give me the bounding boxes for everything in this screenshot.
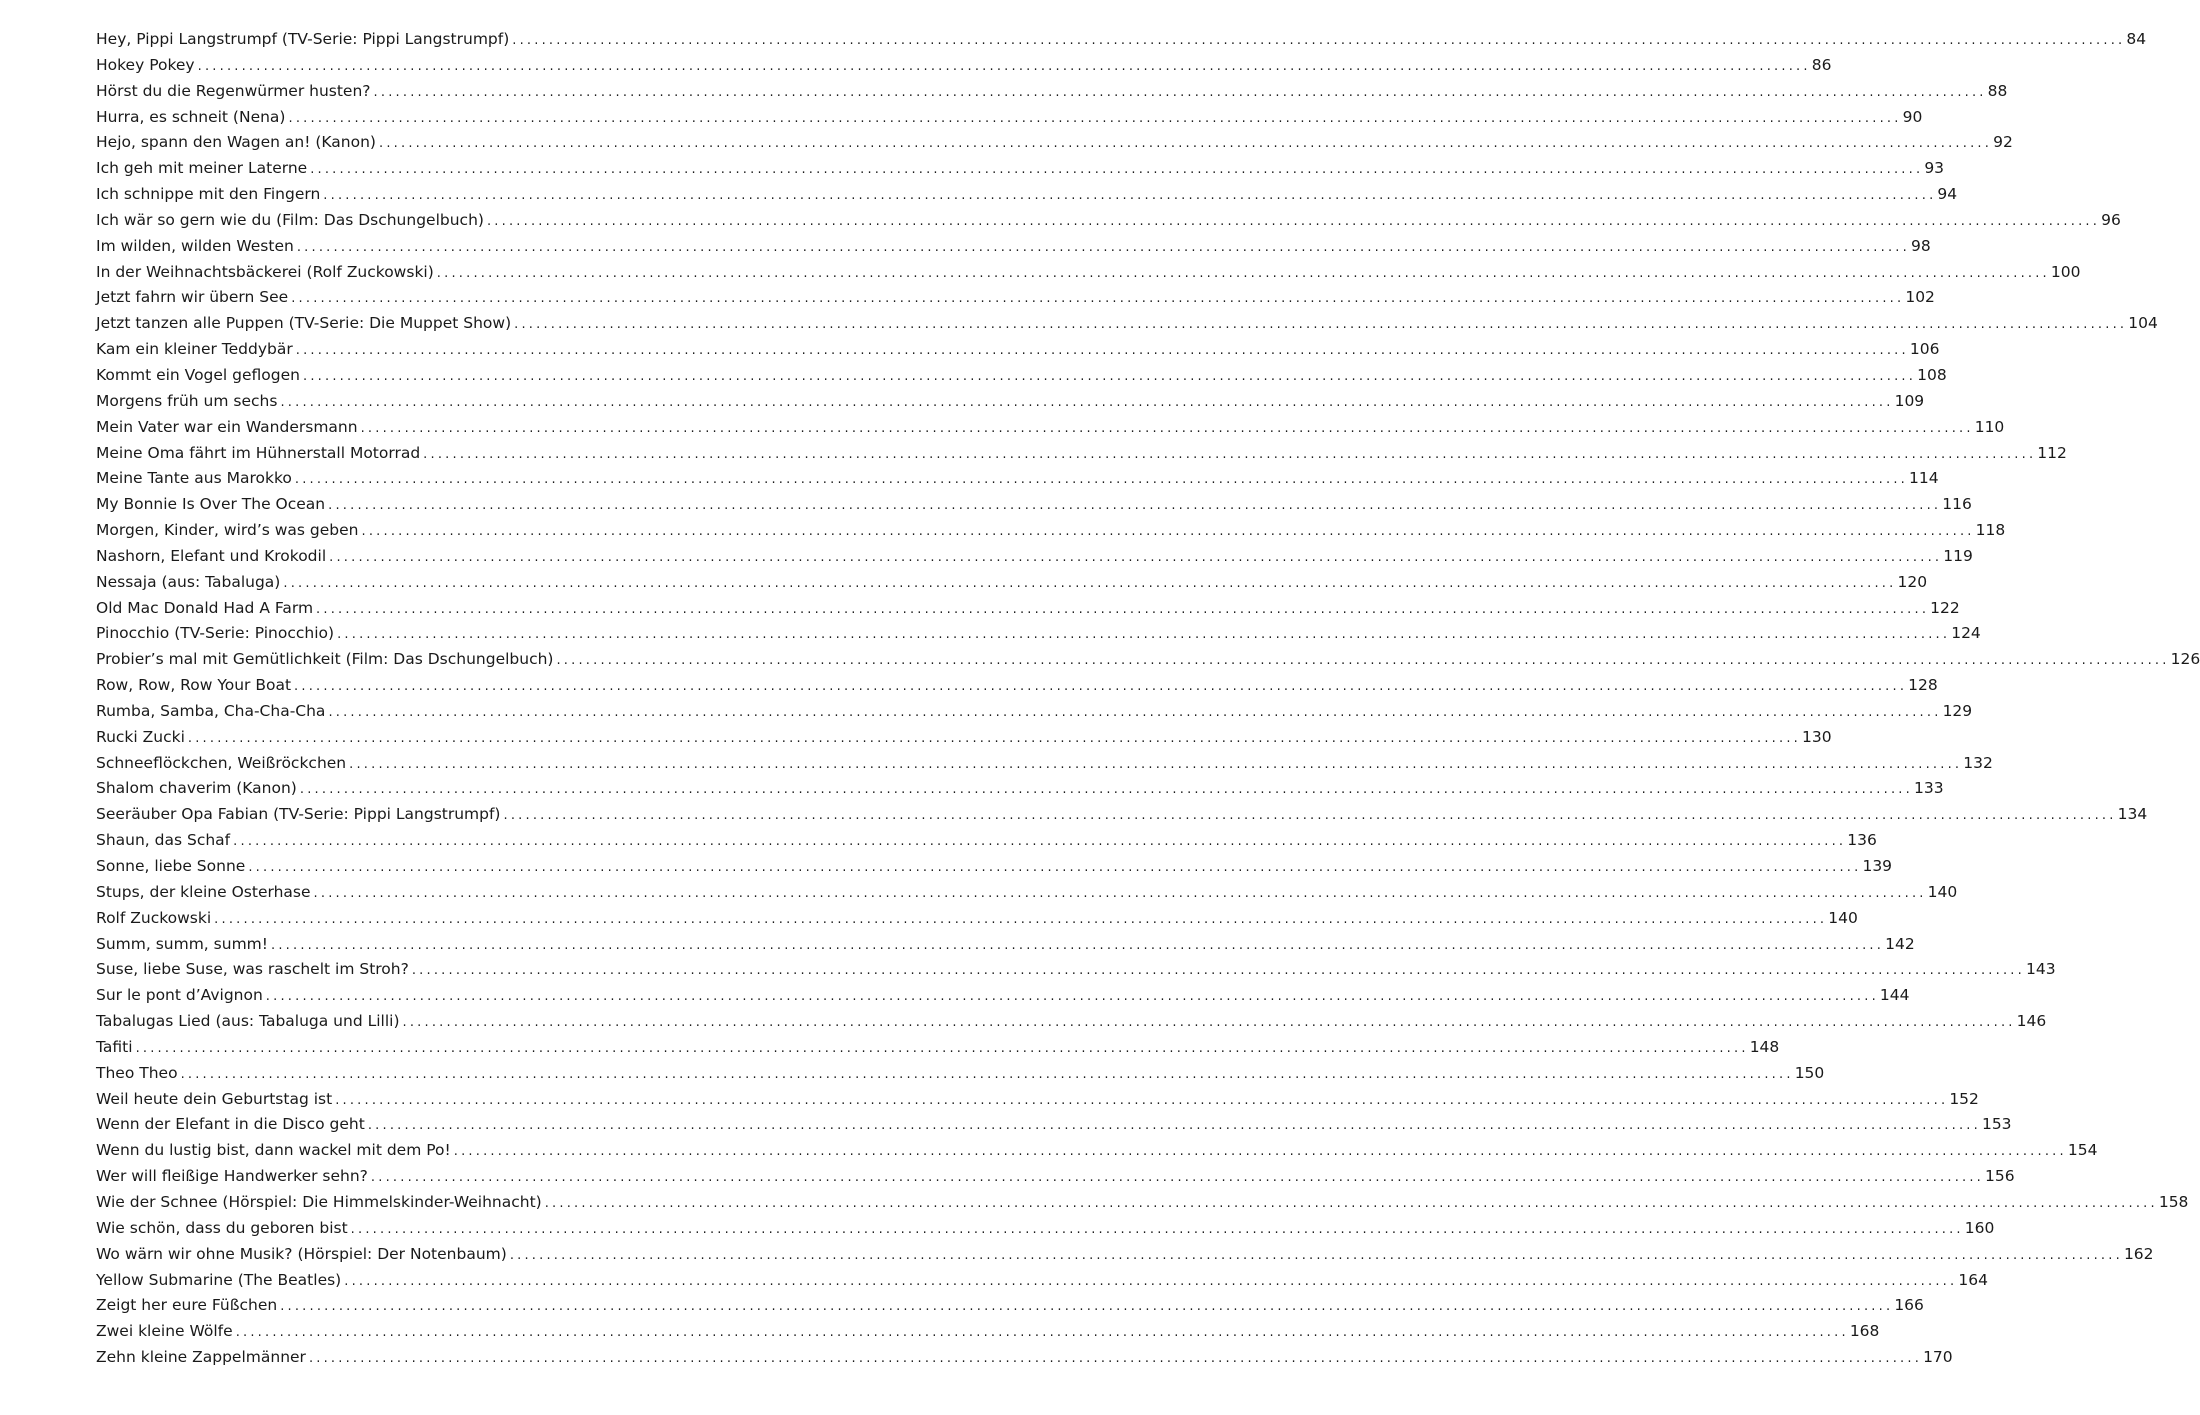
toc-entry-title: Row, Row, Row Your Boat [96, 676, 292, 695]
toc-entry[interactable] [96, 236, 1931, 263]
toc-dot-leader: ............................................................................................................................................................................................................................ [313, 885, 1927, 901]
toc-entry-title: Ich wär so gern wie du (Film: Das Dschungelbuch) [96, 210, 484, 229]
toc-entry-page-number: 98 [1910, 236, 1931, 255]
toc-dot-leader: ............................................................................................................................................................................................................................ [294, 679, 1908, 695]
toc-entry[interactable] [96, 210, 2121, 237]
toc-entry[interactable] [96, 598, 1960, 625]
toc-entry-title: Jetzt fahrn wir übern See [96, 288, 289, 307]
toc-entry[interactable] [96, 30, 2147, 56]
toc-dot-leader: ............................................................................................................................................................................................................................ [180, 1066, 1794, 1082]
toc-dot-leader: ............................................................................................................................................................................................................................ [288, 110, 1902, 126]
toc-entry-page-number: 84 [2126, 30, 2147, 48]
toc-entry-page-number: 154 [2067, 1141, 2098, 1160]
toc-dot-leader: ............................................................................................................................................................................................................................ [328, 704, 1942, 720]
toc-entry-page-number: 130 [1802, 727, 1832, 746]
toc-entry-page-number: 86 [1811, 55, 1832, 74]
toc-entry-title: Nessaja (aus: Tabaluga) [96, 572, 281, 591]
toc-entry-page-number: 102 [1905, 288, 1935, 307]
toc-dot-leader: ............................................................................................................................................................................................................................ [514, 317, 2128, 333]
toc-dot-leader: ............................................................................................................................................................................................................................ [323, 188, 1937, 204]
toc-entry-page-number: 134 [2117, 805, 2148, 824]
toc-dot-leader: ............................................................................................................................................................................................................................ [344, 1273, 1958, 1289]
toc-entry[interactable] [96, 1348, 1953, 1374]
toc-entry-title: Tabalugas Lied (aus: Tabaluga und Lilli) [96, 1012, 400, 1031]
toc-entry-title: Sonne, liebe Sonne [96, 857, 246, 875]
toc-entry[interactable] [96, 1063, 1825, 1090]
toc-entry-title: Ich schnippe mit den Fingern [96, 185, 321, 204]
toc-dot-leader: ............................................................................................................................................................................................................................ [296, 239, 1910, 255]
toc-entry-page-number: 156 [1985, 1167, 2015, 1186]
toc-entry[interactable] [96, 262, 2081, 289]
toc-entry-title: Hokey Pokey [96, 55, 195, 74]
toc-entry[interactable] [96, 1012, 2047, 1038]
toc-entry-title: Yellow Submarine (The Beatles) [96, 1270, 342, 1289]
toc-dot-leader: ............................................................................................................................................................................................................................ [486, 213, 2101, 229]
toc-dot-leader: ............................................................................................................................................................................................................................ [453, 1144, 2067, 1160]
toc-entry-title: Rucki Zucki [96, 727, 185, 746]
toc-dot-leader: ............................................................................................................................................................................................................................ [265, 989, 1879, 1005]
toc-dot-leader: ............................................................................................................................................................................................................................ [328, 498, 1942, 514]
toc-entry[interactable] [96, 1141, 2098, 1167]
toc-entry-title: Pinocchio (TV-Serie: Pinocchio) [96, 624, 335, 643]
toc-entry-title: Probier’s mal mit Gemütlichkeit (Film: Das Dschungelbuch) [96, 650, 554, 669]
toc-dot-leader: ............................................................................................................................................................................................................................ [436, 265, 2050, 281]
toc-entry-title: Nashorn, Elefant und Krokodil [96, 546, 327, 565]
toc-entry[interactable] [96, 159, 1945, 185]
toc-entry[interactable] [96, 185, 1958, 211]
toc-entry[interactable] [96, 107, 1923, 134]
toc-entry-title: Ich geh mit meiner Laterne [96, 159, 308, 178]
toc-entry-title: Meine Tante aus Marokko [96, 469, 292, 488]
toc-entry[interactable] [96, 314, 2158, 340]
toc-entry-page-number: 168 [1849, 1322, 1880, 1341]
toc-entry-title: Im wilden, wilden Westen [96, 236, 294, 255]
toc-entry-title: Wenn der Elefant in die Disco geht [96, 1115, 365, 1134]
toc-dot-leader: ............................................................................................................................................................................................................................ [329, 549, 1943, 565]
toc-dot-leader: ............................................................................................................................................................................................................................ [503, 808, 2117, 824]
toc-entry[interactable] [96, 908, 1858, 935]
toc-entry-page-number: 110 [1974, 417, 2005, 436]
toc-entry-title: Tafiti [96, 1037, 133, 1056]
toc-entry[interactable] [96, 495, 1972, 521]
toc-dot-leader: ............................................................................................................................................................................................................................ [235, 1325, 1849, 1341]
toc-entry[interactable] [96, 1192, 2189, 1219]
toc-dot-leader: ............................................................................................................................................................................................................................ [316, 601, 1930, 617]
toc-entry-title: Summ, summ, summ! [96, 934, 268, 953]
toc-entry-page-number: 144 [1879, 986, 1910, 1005]
toc-entry[interactable] [96, 753, 1993, 780]
toc-dot-leader: ............................................................................................................................................................................................................................ [214, 911, 1828, 927]
toc-dot-leader: ............................................................................................................................................................................................................................ [280, 394, 1894, 410]
toc-entry[interactable] [96, 288, 1935, 314]
toc-dot-leader: ............................................................................................................................................................................................................................ [299, 782, 1913, 798]
toc-entry[interactable] [96, 727, 1832, 754]
toc-entry-title: Zeigt her eure Füßchen [96, 1296, 278, 1315]
toc-entry-page-number: 114 [1909, 469, 1939, 488]
toc-entry-page-number: 128 [1908, 676, 1938, 695]
toc-dot-leader: ............................................................................................................................................................................................................................ [350, 1221, 1964, 1237]
toc-dot-leader: ............................................................................................................................................................................................................................ [233, 834, 1847, 850]
toc-entry-page-number: 119 [1943, 546, 1973, 565]
toc-entry[interactable] [96, 365, 1947, 392]
toc-entry-title: My Bonnie Is Over The Ocean [96, 495, 326, 514]
toc-entry-page-number: 143 [2025, 960, 2056, 979]
toc-entry[interactable] [96, 1037, 1780, 1064]
toc-dot-leader: ............................................................................................................................................................................................................................ [509, 1247, 2123, 1263]
toc-entry[interactable] [96, 443, 2067, 470]
toc-entry-title: Hurra, es schneit (Nena) [96, 107, 286, 126]
toc-entry-page-number: 126 [2170, 650, 2200, 669]
toc-entry-title: Morgen, Kinder, wird’s was geben [96, 521, 359, 540]
toc-entry-page-number: 108 [1917, 365, 1947, 384]
toc-entry-title: Weil heute dein Geburtstag ist [96, 1089, 333, 1108]
toc-entry[interactable] [96, 55, 1832, 82]
toc-entry-page-number: 96 [2101, 210, 2121, 229]
toc-entry-title: Jetzt tanzen alle Puppen (TV-Serie: Die Muppet Show) [96, 314, 512, 333]
toc-entry-title: Rumba, Samba, Cha-Cha-Cha [96, 701, 326, 720]
toc-entry-page-number: 139 [1862, 857, 1893, 875]
toc-dot-leader: ............................................................................................................................................................................................................................ [402, 1015, 2016, 1031]
toc-entry-page-number: 162 [2123, 1244, 2154, 1263]
toc-entry-title: Rolf Zuckowski [96, 908, 212, 927]
table-of-contents [96, 30, 2200, 1374]
toc-entry[interactable] [96, 469, 1939, 495]
toc-entry-title: Wie schön, dass du geboren bist [96, 1218, 348, 1237]
toc-entry-page-number: 118 [1975, 521, 2006, 540]
toc-entry[interactable] [96, 986, 1910, 1012]
toc-entry[interactable] [96, 1296, 1924, 1322]
toc-dot-leader: ............................................................................................................................................................................................................................ [367, 1118, 1981, 1134]
toc-entry[interactable] [96, 1322, 1880, 1348]
toc-entry-page-number: 116 [1942, 495, 1972, 514]
toc-entry-page-number: 136 [1847, 831, 1877, 850]
toc-dot-leader: ............................................................................................................................................................................................................................ [370, 1170, 1985, 1186]
toc-dot-leader: ............................................................................................................................................................................................................................ [512, 33, 2126, 48]
toc-dot-leader: ............................................................................................................................................................................................................................ [197, 58, 1811, 74]
toc-entry-title: Mein Vater war ein Wandersmann [96, 417, 358, 436]
toc-entry[interactable] [96, 1270, 1988, 1297]
toc-entry-title: Old Mac Donald Had A Farm [96, 598, 314, 617]
toc-entry-page-number: 90 [1902, 107, 1923, 126]
toc-dot-leader: ............................................................................................................................................................................................................................ [544, 1195, 2158, 1211]
toc-dot-leader: ............................................................................................................................................................................................................................ [270, 937, 1885, 953]
toc-entry-title: Zehn kleine Zappelmänner [96, 1348, 306, 1367]
toc-entry-title: Zwei kleine Wölfe [96, 1322, 233, 1341]
toc-dot-leader: ............................................................................................................................................................................................................................ [291, 291, 1905, 307]
toc-dot-leader: ............................................................................................................................................................................................................................ [373, 84, 1987, 100]
toc-entry[interactable] [96, 546, 1973, 573]
toc-entry[interactable] [96, 701, 1973, 728]
toc-entry-page-number: 133 [1913, 779, 1944, 798]
toc-entry[interactable] [96, 1115, 2012, 1141]
toc-entry[interactable] [96, 417, 2005, 444]
toc-dot-leader: ............................................................................................................................................................................................................................ [280, 1299, 1894, 1315]
toc-entry[interactable] [96, 572, 1928, 599]
toc-entry-title: Wenn du lustig bist, dann wackel mit dem Po! [96, 1141, 451, 1160]
toc-entry-title: Meine Oma fährt im Hühnerstall Motorrad [96, 443, 421, 462]
toc-entry-title: Seeräuber Opa Fabian (TV-Serie: Pippi Langstrumpf) [96, 805, 501, 824]
toc-entry-page-number: 124 [1951, 624, 1981, 643]
toc-entry-title: Theo Theo [96, 1063, 178, 1082]
toc-entry[interactable] [96, 1167, 2015, 1193]
toc-dot-leader: ............................................................................................................................................................................................................................ [294, 472, 1908, 488]
toc-entry[interactable] [96, 1218, 1995, 1245]
toc-dot-leader: ............................................................................................................................................................................................................................ [378, 136, 1993, 152]
toc-dot-leader: ............................................................................................................................................................................................................................ [361, 524, 1975, 540]
toc-entry[interactable] [96, 805, 2148, 831]
toc-entry-page-number: 104 [2128, 314, 2158, 333]
toc-dot-leader: ............................................................................................................................................................................................................................ [349, 756, 1963, 772]
toc-entry-title: Hey, Pippi Langstrumpf (TV-Serie: Pippi Langstrumpf) [96, 30, 510, 48]
toc-dot-leader: ............................................................................................................................................................................................................................ [335, 1092, 1949, 1108]
toc-entry-page-number: 166 [1894, 1296, 1924, 1315]
toc-entry-page-number: 153 [1981, 1115, 2012, 1134]
toc-dot-leader: ............................................................................................................................................................................................................................ [295, 343, 1909, 359]
toc-entry-page-number: 150 [1794, 1063, 1825, 1082]
toc-entry-page-number: 129 [1942, 701, 1973, 720]
toc-dot-leader: ............................................................................................................................................................................................................................ [310, 162, 1924, 178]
toc-dot-leader: ............................................................................................................................................................................................................................ [308, 1351, 1923, 1367]
toc-entry-page-number: 94 [1937, 185, 1958, 204]
toc-dot-leader: ............................................................................................................................................................................................................................ [337, 627, 1951, 643]
toc-entry[interactable] [96, 521, 2006, 547]
toc-entry-title: Shaun, das Schaf [96, 831, 231, 850]
toc-dot-leader: ............................................................................................................................................................................................................................ [423, 446, 2037, 462]
toc-entry-page-number: 100 [2050, 262, 2081, 281]
toc-entry-title: Wer will fleißige Handwerker sehn? [96, 1167, 368, 1186]
toc-entry-page-number: 140 [1828, 908, 1858, 927]
toc-entry-title: Wo wärn wir ohne Musik? (Hörspiel: Der Notenbaum) [96, 1244, 507, 1263]
toc-entry-page-number: 93 [1924, 159, 1945, 178]
toc-entry-page-number: 146 [2016, 1012, 2047, 1031]
toc-entry[interactable] [96, 1089, 1979, 1116]
toc-entry-page-number: 142 [1885, 934, 1915, 953]
toc-entry-title: Schneeflöckchen, Weißröckchen [96, 753, 347, 772]
toc-dot-leader: ............................................................................................................................................................................................................................ [556, 653, 2170, 669]
toc-entry[interactable] [96, 882, 1958, 909]
toc-entry[interactable] [96, 650, 2200, 676]
toc-entry-page-number: 140 [1927, 882, 1958, 901]
toc-entry-title: Stups, der kleine Osterhase [96, 882, 311, 901]
toc-entry-title: Kommt ein Vogel geflogen [96, 365, 300, 384]
toc-entry[interactable] [96, 391, 1925, 418]
toc-entry-page-number: 152 [1949, 1089, 1979, 1108]
toc-dot-leader: ............................................................................................................................................................................................................................ [135, 1040, 1749, 1056]
toc-entry-page-number: 92 [1993, 133, 2013, 152]
toc-entry[interactable] [96, 1244, 2154, 1271]
toc-entry[interactable] [96, 81, 2008, 108]
toc-entry-page-number: 164 [1958, 1270, 1988, 1289]
toc-entry-title: Hejo, spann den Wagen an! (Kanon) [96, 133, 376, 152]
toc-dot-leader: ............................................................................................................................................................................................................................ [248, 860, 1862, 875]
toc-entry-page-number: 158 [2158, 1192, 2189, 1211]
toc-entry-page-number: 120 [1897, 572, 1928, 591]
toc-entry-title: Wie der Schnee (Hörspiel: Die Himmelskinder-Weihnacht) [96, 1192, 542, 1211]
toc-entry-title: Sur le pont d’Avignon [96, 986, 263, 1005]
toc-entry[interactable] [96, 960, 2056, 986]
toc-entry[interactable] [96, 831, 1877, 857]
toc-dot-leader: ............................................................................................................................................................................................................................ [302, 368, 1917, 384]
toc-dot-leader: ............................................................................................................................................................................................................................ [411, 963, 2025, 979]
toc-entry[interactable] [96, 857, 1893, 883]
toc-entry-page-number: 112 [2037, 443, 2067, 462]
toc-entry[interactable] [96, 676, 1938, 702]
toc-entry[interactable] [96, 624, 1981, 650]
toc-dot-leader: ............................................................................................................................................................................................................................ [360, 420, 1974, 436]
toc-entry-title: In der Weihnachtsbäckerei (Rolf Zuckowski) [96, 262, 434, 281]
toc-entry-page-number: 132 [1963, 753, 1993, 772]
toc-entry-page-number: 88 [1987, 81, 2008, 100]
toc-entry-page-number: 122 [1930, 598, 1960, 617]
toc-entry-title: Hörst du die Regenwürmer husten? [96, 81, 371, 100]
toc-entry-title: Suse, liebe Suse, was raschelt im Stroh? [96, 960, 409, 979]
toc-dot-leader: ............................................................................................................................................................................................................................ [283, 575, 1897, 591]
toc-entry-title: Kam ein kleiner Teddybär [96, 340, 293, 359]
toc-entry[interactable] [96, 133, 2013, 159]
toc-entry-title: Morgens früh um sechs [96, 391, 278, 410]
toc-entry-page-number: 160 [1964, 1218, 1995, 1237]
toc-dot-leader: ............................................................................................................................................................................................................................ [187, 730, 1802, 746]
toc-entry[interactable] [96, 934, 1915, 961]
toc-list [96, 30, 2200, 1374]
toc-entry-page-number: 148 [1749, 1037, 1780, 1056]
toc-entry-page-number: 170 [1923, 1348, 1953, 1367]
toc-entry[interactable] [96, 340, 1940, 366]
toc-entry[interactable] [96, 779, 1944, 805]
toc-entry-page-number: 109 [1894, 391, 1925, 410]
toc-entry-title: Shalom chaverim (Kanon) [96, 779, 297, 798]
toc-entry-page-number: 106 [1909, 340, 1940, 359]
